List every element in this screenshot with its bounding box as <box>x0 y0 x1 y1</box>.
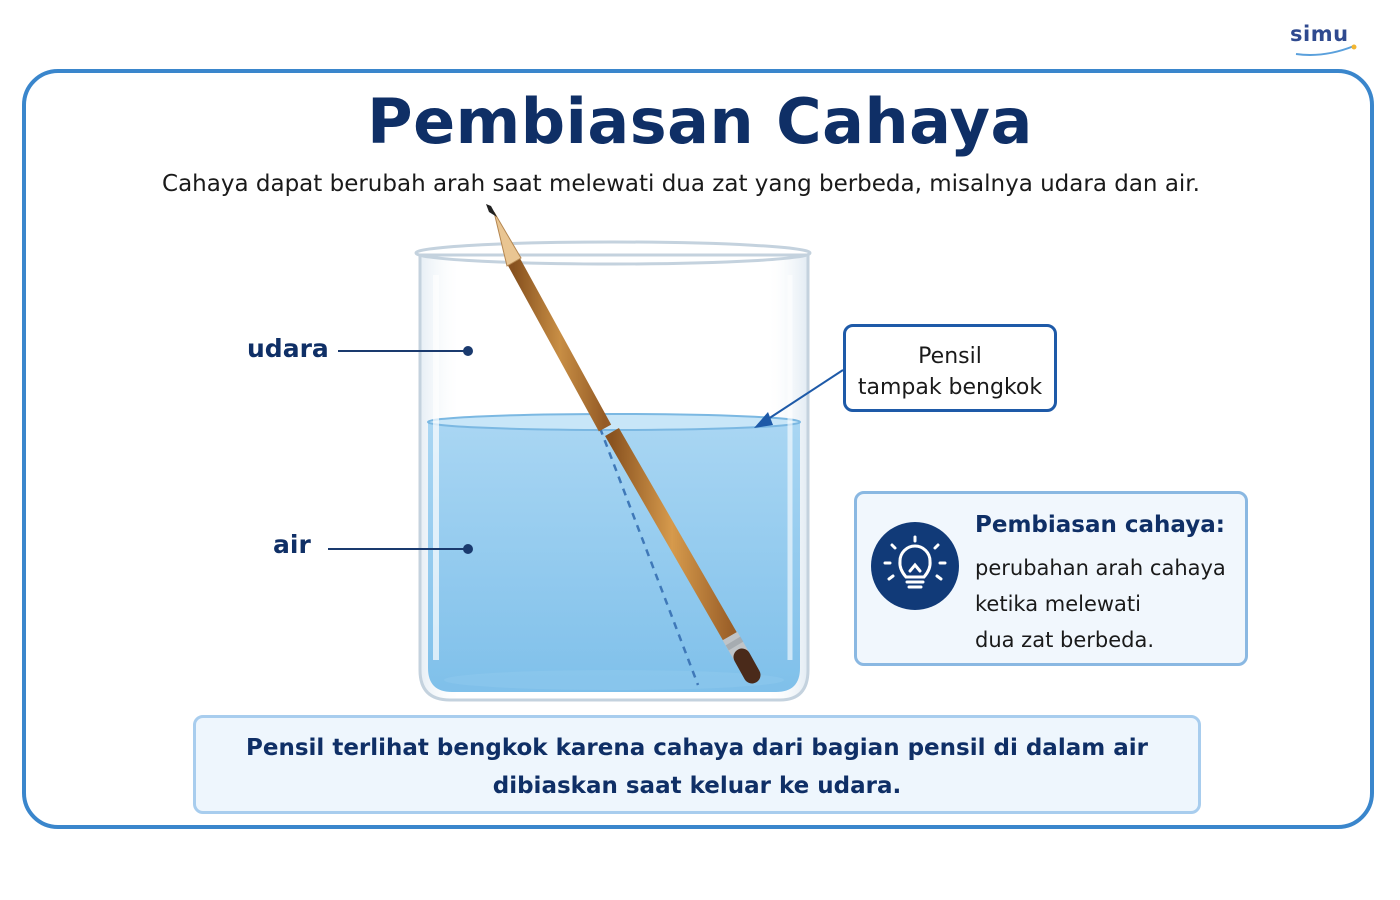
water-surface <box>428 414 800 430</box>
brand-logo: simu <box>1290 22 1349 46</box>
label-udara: udara <box>247 334 329 363</box>
lightbulb-icon <box>870 521 960 611</box>
explanation-box <box>193 715 1201 814</box>
page-title: Pembiasan Cahaya <box>367 85 1033 158</box>
pencil-callout <box>843 324 1057 412</box>
explanation-line-1: Pensil terlihat bengkok karena cahaya dari bagian pensil di dalam air <box>246 735 1148 761</box>
definition-text <box>975 550 1226 658</box>
definition-line-2: ketika melewati <box>975 592 1141 616</box>
callout-line-2: tampak bengkok <box>857 375 1043 400</box>
definition-heading: Pembiasan cahaya: <box>975 512 1225 538</box>
explanation-line-2: dibiaskan saat keluar ke udara. <box>492 773 902 799</box>
definition-box <box>854 491 1248 666</box>
page-subtitle: Cahaya dapat berubah arah saat melewati dua zat yang berbeda, misalnya udara dan air. <box>162 171 1200 197</box>
definition-line-3: dua zat berbeda. <box>975 628 1154 652</box>
callout-line-1: Pensil <box>918 344 982 369</box>
definition-line-1: perubahan arah cahaya <box>975 556 1226 580</box>
label-air: air <box>273 530 311 559</box>
